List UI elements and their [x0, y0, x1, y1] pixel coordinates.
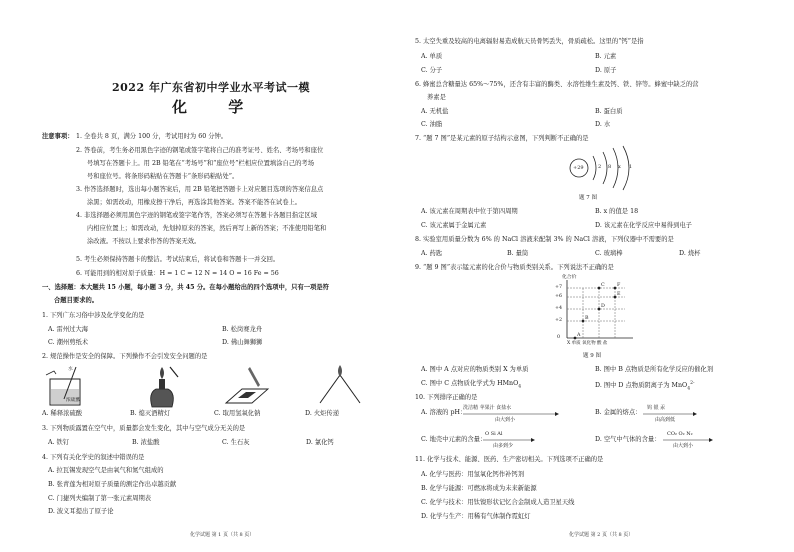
q5-option-a[interactable]: A. 单质	[421, 53, 443, 60]
figure-7-caption: 题 7 图	[579, 195, 597, 201]
note-line: 号和座位号。将条形码粘贴在答题卡“条形码粘贴处”。	[87, 173, 239, 180]
exam-title: 2022 年广东省初中学业水平考试一模	[112, 81, 310, 94]
q1-option-c[interactable]: C. 潮州剪纸术	[48, 339, 89, 346]
q2-option-c[interactable]: C. 取用氢氧化钠	[214, 410, 261, 417]
q6-option-b[interactable]: B. 蛋白质	[595, 108, 623, 115]
y-tick-label: +4	[555, 306, 563, 311]
q11-option-d[interactable]: D. 化学与生产：用稀有气体制作霓虹灯	[421, 513, 531, 520]
q10-option-d[interactable]: D. 空气中气体的含量：	[595, 436, 661, 443]
q7-option-d[interactable]: D. 该元素在化学反应中易得到电子	[595, 222, 692, 229]
q8-option-d[interactable]: D. 烧杯	[679, 250, 701, 257]
q2-option-b[interactable]: B. 熄灭酒精灯	[130, 410, 171, 417]
q1-option-a[interactable]: A. 雷州过大海	[48, 326, 89, 333]
note-line: 内相应位置上；如需改动，先划掉原来的答案，然后再写上新的答案；不准使用铅笔和	[87, 225, 327, 232]
shell-electrons: 2	[598, 164, 602, 170]
q10-option-b[interactable]: B. 金属的熔点：	[595, 409, 642, 416]
q7-stem: 7. “题 7 图”是某元素的原子结构示意图，下列判断不正确的是	[415, 135, 589, 142]
shell-electrons: 1	[629, 164, 633, 170]
q6-option-a[interactable]: A. 无机盐	[421, 108, 449, 115]
q5-option-d[interactable]: D. 原子	[595, 67, 617, 74]
q3-option-a[interactable]: A. 铁钉	[48, 439, 70, 446]
q4-option-d[interactable]: D. 波义耳提出了原子论	[48, 508, 114, 515]
q10-option-a[interactable]: A. 溶液的 pH：	[421, 409, 467, 416]
acid-label: 浓硫酸	[66, 398, 81, 403]
q10-c-direction: 由多到少	[493, 443, 514, 449]
point-label: D	[601, 304, 605, 309]
torch-figure	[316, 365, 364, 409]
q8-option-a[interactable]: A. 药匙	[421, 250, 443, 257]
alcohol-lamp-figure	[142, 365, 182, 409]
y-tick-label: 0	[557, 335, 561, 340]
point-label: C	[601, 283, 605, 288]
y-axis-title: 化合价	[562, 275, 577, 280]
q5-option-c[interactable]: C. 分子	[421, 67, 443, 74]
page-2	[397, 0, 794, 552]
x-axis-labels: X 单质 氧化物 酸 盐	[567, 341, 608, 346]
q7-option-b[interactable]: B. x 的值是 18	[595, 208, 639, 215]
q9-option-c-text: C. 图中 C 点物质化学式为 HMnO	[421, 380, 519, 387]
q1-option-b[interactable]: B. 松岗赛龙舟	[222, 326, 263, 333]
q9-option-a[interactable]: A. 图中 A 点对应的物质类别 X 为单质	[421, 366, 529, 373]
q3-option-b[interactable]: B. 浓盐酸	[132, 439, 160, 446]
q11-option-b[interactable]: B. 化学与能源：可燃冰将成为未来新能源	[421, 485, 537, 492]
q6-option-d[interactable]: D. 水	[595, 121, 611, 128]
q2-option-d[interactable]: D. 火炬传递	[305, 410, 340, 417]
note-line: 4. 非选择题必须用黑色字迹的钢笔或签字笔作答，答案必须写在答题卡各题目指定区域	[76, 212, 317, 219]
q1-option-d[interactable]: D. 佛山舞狮狮	[222, 339, 263, 346]
q2-option-a[interactable]: A. 稀释浓硫酸	[42, 410, 83, 417]
note-line: 涂改液。不按以上要求作答的答案无效。	[87, 238, 201, 245]
q6-option-c[interactable]: C. 油脂	[421, 121, 443, 128]
note-line: 5. 考生必须保持答题卡的整洁。考试结束后，将试卷和答题卡一并交回。	[76, 256, 280, 263]
q7-option-a[interactable]: A. 该元素在周期表中位于第四周期	[421, 208, 518, 215]
q4-stem: 4. 下列有关化学史的叙述中错误的是	[42, 454, 145, 461]
q11-stem: 11. 化学与技术、能源、医药、生产密切相关。下列选项不正确的是	[415, 456, 604, 463]
section-heading-cont: 合题目要求的。	[54, 297, 99, 304]
notes-label: 注意事项：	[42, 133, 74, 140]
note-line: 2. 答卷前，考生务必用黑色字迹的钢笔或签字笔将自己的准考证号、姓名、考场号和座位	[76, 147, 324, 154]
q6-stem-cont: 养素是	[427, 94, 446, 101]
q4-option-a[interactable]: A. 拉瓦锡发现空气是由氧气和氮气组成的	[48, 467, 164, 474]
q9-option-d-text: D. 图中 D 点物质阴离子为 MnO	[595, 382, 688, 390]
note-line: 1. 全卷共 8 页，满分 100 分，考试用时为 60 分钟。	[76, 133, 228, 140]
q10-d-sequence: CO₂ O₂ N₂	[667, 431, 693, 437]
q9-option-c[interactable]	[421, 380, 521, 391]
q9-option-c-subscript: 4	[518, 384, 522, 390]
q3-option-d[interactable]: D. 氯化钙	[306, 439, 334, 446]
naoh-figure	[222, 365, 272, 409]
q4-option-c[interactable]: C. 门捷列夫编制了第一张元素周期表	[48, 495, 152, 502]
shell-electrons: 8	[608, 164, 612, 170]
note-line: 号填写在答题卡上。用 2B 铅笔在“考场号”和“座位号”栏相应位置填涂自己的考场	[87, 160, 315, 167]
q6-stem: 6. 蜂蜜总含糖量达 65%～75%，还含有丰富的酶类、水溶性维生素及钙、铁、锌等。蜂蜜中缺乏的营	[415, 81, 699, 88]
q10-option-c[interactable]: C. 地壳中元素的含量：	[421, 436, 487, 443]
page-footer: 化学试题 第 1 页（共 8 页）	[190, 532, 255, 538]
y-tick-label: +7	[555, 285, 563, 290]
note-line: 6. 可能用到的相对原子质量：H = 1 C = 12 N = 14 O = 16 Fe = 56	[76, 270, 279, 277]
q4-option-b[interactable]: B. 张青莲为相对原子质量的测定作出卓越贡献	[48, 481, 177, 488]
q10-b-direction: 由高到低	[655, 417, 676, 423]
q9-option-d-subscript: 4	[687, 386, 691, 392]
point-label: F	[617, 283, 621, 288]
q2-stem: 2. 规范操作是安全的保障。下列操作不会引发安全问题的是	[42, 353, 208, 360]
figure-9-caption: 题 9 图	[583, 353, 601, 359]
q3-option-c[interactable]: C. 生石灰	[222, 439, 250, 446]
point-label: E	[617, 292, 621, 297]
q9-option-d[interactable]	[595, 380, 694, 393]
subject-title: 化 学	[172, 98, 262, 116]
note-line: 3. 作答选择题时，选出每小题答案后，用 2B 铅笔把答题卡上对应题目选项的答案信息点	[76, 186, 324, 193]
y-tick-label: +2	[555, 318, 563, 323]
nucleus-charge: +29	[573, 165, 584, 171]
page-footer: 化学试题 第 2 页（共 8 页）	[569, 532, 634, 538]
point-label: A	[577, 333, 581, 338]
q1-stem: 1. 下列广东习俗中涉及化学变化的是	[42, 312, 145, 319]
section-heading: 一、选择题：本大题共 15 小题，每小题 3 分，共 45 分。在每小题给出的四个选项中，只有一项是符	[42, 284, 329, 291]
q9-option-b[interactable]: B. 图中 B 点物质是所有化学反应的催化剂	[595, 366, 714, 373]
q9-option-d-superscript: 2-	[690, 381, 695, 386]
water-label: 水	[68, 367, 73, 372]
q11-option-a[interactable]: A. 化学与医药：用氢氧化钙作补钙剂	[421, 471, 525, 478]
point-label: B	[585, 316, 589, 321]
q7-option-c[interactable]: C. 该元素属于金属元素	[421, 222, 487, 229]
q8-option-b[interactable]: B. 量筒	[507, 250, 529, 257]
note-line: 涂黑；如需改动，用橡皮擦干净后，再选涂其他答案。答案不能答在试卷上。	[87, 199, 302, 206]
q10-c-sequence: O Si Al	[485, 431, 503, 437]
q10-d-direction: 由大到小	[673, 443, 694, 449]
q5-stem: 5. 太空失重及较高的电离辐射易造成航天员骨钙丢失，骨质疏松。这里的“钙”是指	[415, 38, 644, 45]
q5-option-b[interactable]: B. 元素	[595, 53, 617, 60]
q10-a-direction: 由大到小	[495, 417, 516, 423]
y-tick-label: +6	[555, 294, 563, 299]
q3-stem: 3. 下列物质露置在空气中，质量都会发生变化，其中与空气成分无关的是	[42, 425, 246, 432]
q8-option-c[interactable]: C. 玻璃棒	[595, 250, 623, 257]
q10-a-sequence: 洗洁精 苹果汁 食盐水	[463, 405, 512, 411]
q10-b-sequence: 钨 银 汞	[647, 405, 666, 411]
q8-stem: 8. 实验室用质量分数为 6% 的 NaCl 溶液来配制 3% 的 NaCl 溶液，下列仪器中不需要的是	[415, 236, 674, 243]
shell-electrons: x	[618, 164, 621, 170]
q10-stem: 10. 下列排序正确的是	[415, 394, 478, 401]
q11-option-c[interactable]: C. 化学与技术：用钛镍形状记忆合金制成人造卫星天线	[421, 499, 575, 506]
q9-stem: 9. “题 9 图”表示锰元素的化合价与物质类别关系。下列说法不正确的是	[415, 264, 614, 271]
